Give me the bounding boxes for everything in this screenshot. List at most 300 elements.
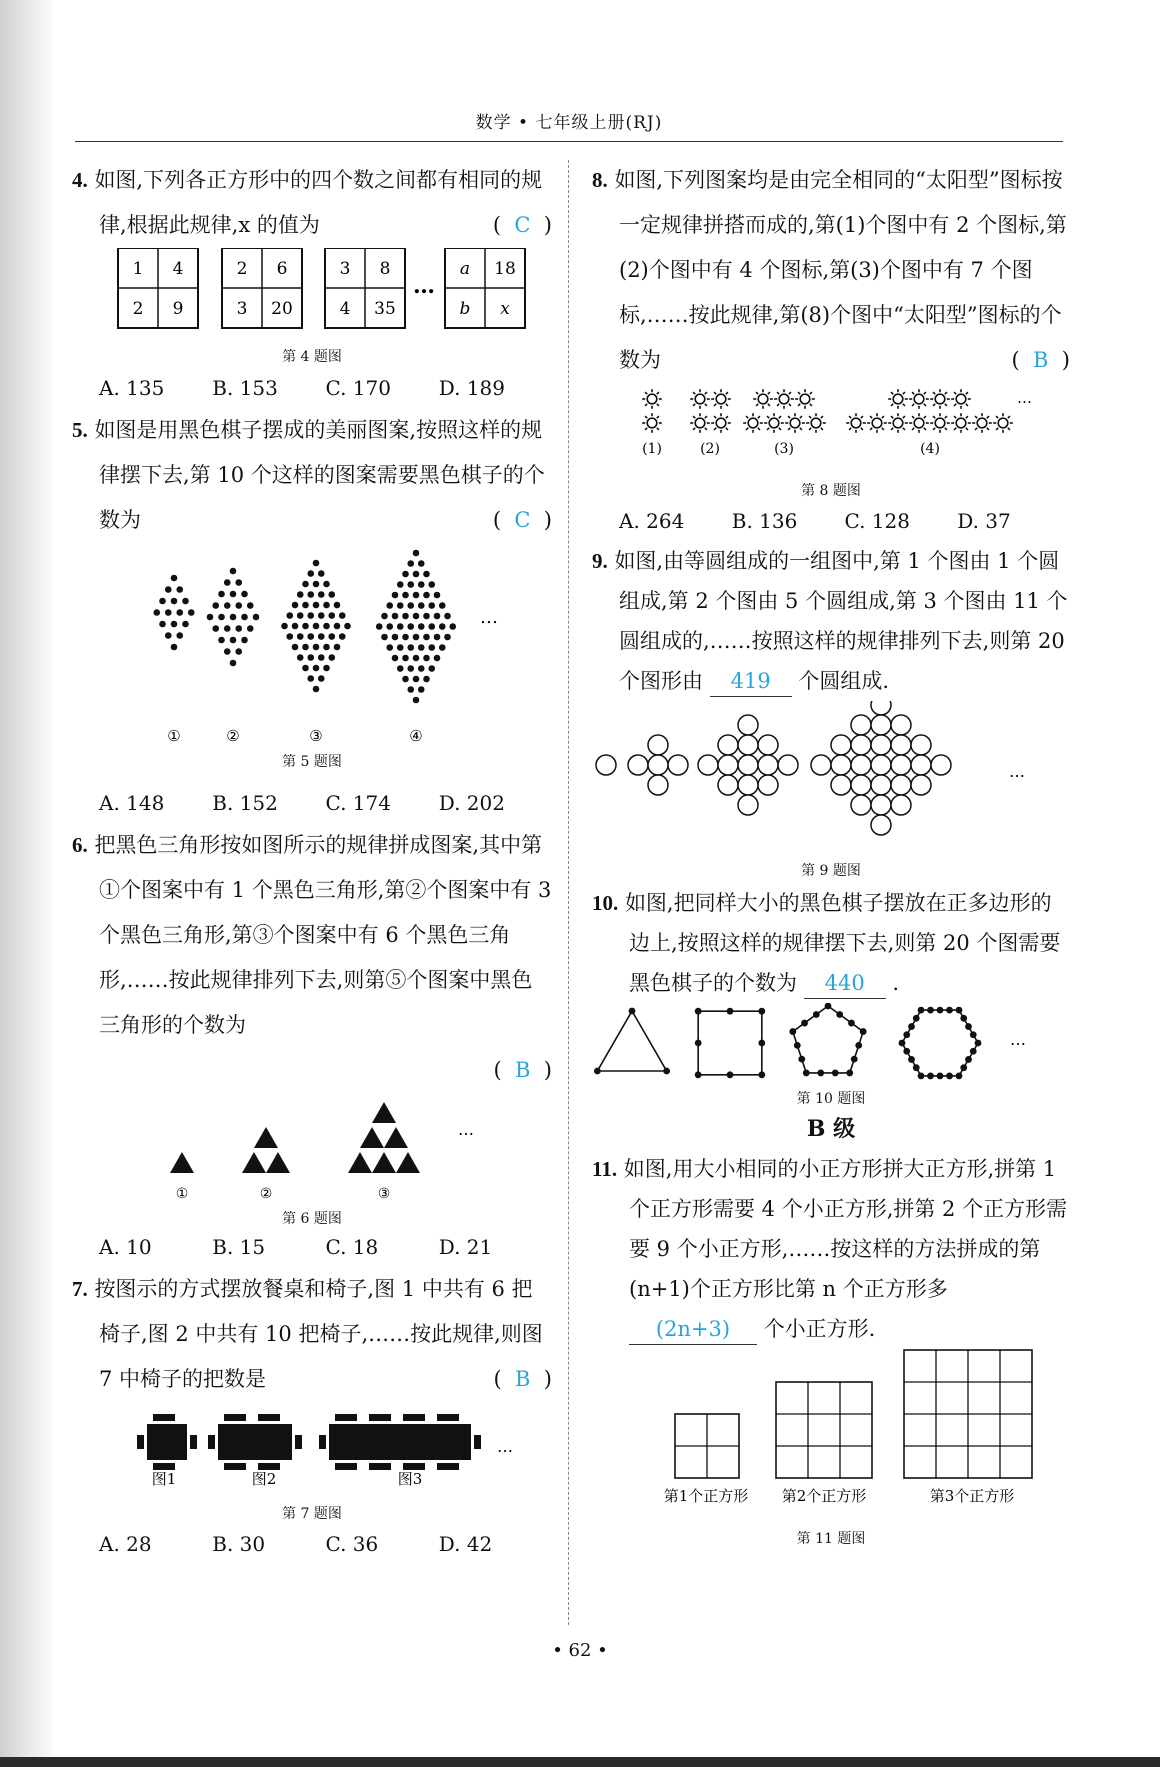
sun-ray [933,392,935,394]
checker-piece [188,609,195,616]
checker-piece [224,579,231,586]
question-text-end: . [892,971,900,995]
sun-ray [987,416,989,418]
option-c: C. 128 [844,509,910,533]
checker-piece [334,602,341,609]
answer-blank: 440 [804,968,886,999]
checker-piece [402,613,409,620]
sun-ray [693,428,695,430]
checker-piece [323,623,330,630]
sun-ray [861,416,863,418]
checker-piece [407,686,414,693]
sun-ray [996,428,998,430]
checker-piece [297,654,304,661]
sun-ray [726,404,728,406]
checker-piece [292,623,299,630]
checker-piece [230,637,237,644]
question-7 [72,1267,552,1402]
black-triangle [348,1152,372,1173]
sun-ray [966,404,968,406]
checker-piece [392,634,399,641]
checker-piece [212,625,219,632]
sun-ray [945,428,947,430]
ellipsis: … [1010,1030,1026,1049]
sun-ray [903,416,905,418]
sun-ray [714,428,716,430]
sun-icon [956,394,966,404]
checker-piece [413,550,420,557]
checker-piece [423,655,430,662]
checker-piece [344,623,351,630]
checker-piece [230,568,237,575]
sun-ray [996,416,998,418]
sun-ray [726,416,728,418]
checker-piece [159,621,166,628]
checker-piece [307,654,314,661]
table [147,1424,187,1460]
checker-piece [428,644,435,651]
circle [891,735,911,755]
checker-piece [439,644,446,651]
figure-label: 图2 [251,1470,277,1488]
sun-ray [987,428,989,430]
option-d: D. 189 [438,376,505,400]
circle [891,755,911,775]
checker-piece [297,633,304,640]
option-a: A. 148 [99,791,165,815]
checker-piece [302,602,309,609]
sun-ray [870,428,872,430]
circle [758,775,778,795]
sun-ray [882,416,884,418]
figure-q7 [72,1402,552,1524]
circle [911,735,931,755]
sun-icon [716,418,726,428]
checker-piece [927,1007,934,1014]
question-11 [592,1149,1070,1349]
figure-caption: 第 11 题图 [796,1531,866,1547]
checker-piece [434,655,441,662]
checker-piece [224,625,231,632]
checker-piece [313,686,320,693]
checker-piece [407,581,414,588]
answer-blank: (2n+3) [629,1314,757,1345]
checker-pattern-figure [72,543,552,748]
answer-parens: ( B ) [1011,348,1070,372]
triangle-pattern-figure [72,1093,552,1205]
checker-piece [434,592,441,599]
chair [319,1435,326,1449]
option-c: C. 36 [325,1532,379,1556]
black-triangle [384,1127,408,1148]
checker-piece [418,644,425,651]
checker-piece [307,633,314,640]
cell: 8 [379,259,391,279]
checker-piece [247,602,254,609]
checker-piece [439,623,446,630]
checker-piece [960,1064,967,1071]
cell: 2 [132,299,144,319]
checker-piece [970,1048,977,1055]
book-spine-shadow [0,0,52,1767]
checker-piece [176,609,183,616]
checker-piece [937,1073,944,1080]
sun-ray [758,416,760,418]
option-b: B. 30 [212,1532,266,1556]
checker-piece [848,1020,855,1027]
checker-piece [397,623,404,630]
circle [871,735,891,755]
question-text: 如图是用黑色棋子摆成的美丽图案,按照这样的规律摆下去,第 10 个这样的图案需要黑色棋子的个数为 [94,418,545,532]
checker-piece [318,612,325,619]
checker-piece [253,614,260,621]
cell: 4 [339,299,351,319]
circle [758,755,778,775]
answer-choice: C [514,213,531,237]
question-text-end: 个圆组成. [798,669,890,693]
circle [871,795,891,815]
sun-ray [933,416,935,418]
checker-piece [758,1071,765,1078]
circle [718,735,738,755]
checker-piece [402,571,409,578]
checker-piece [927,1073,934,1080]
chair [295,1435,302,1449]
cell: x [500,299,510,319]
checker-piece [241,591,248,598]
checker-piece [413,676,420,683]
checker-piece [381,634,388,641]
checker-piece [413,592,420,599]
answer-choice: C [514,508,531,532]
checker-piece [965,1056,972,1063]
option-a: A. 10 [99,1235,152,1259]
checker-piece [428,665,435,672]
checker-piece [418,665,425,672]
checker-piece [903,1031,910,1038]
sun-ray [756,404,758,406]
chair [369,1414,391,1421]
cell: 3 [236,299,248,319]
figure-caption: 第 7 题图 [282,1506,342,1522]
sun-icon [914,394,924,404]
checker-piece [235,602,242,609]
chair [258,1463,280,1470]
sun-ray [779,428,781,430]
question-text: 如图,下列各正方形中的四个数之间都有相同的规律,根据此规律,x 的值为 [94,168,543,237]
checker-piece [695,1071,702,1078]
checker-piece [946,1007,953,1014]
sun-ray [788,416,790,418]
checker-piece [292,602,299,609]
option-a: A. 28 [99,1532,152,1556]
circle [738,735,758,755]
question-6 [72,823,552,1093]
checker-piece [153,609,160,616]
sun-icon [647,418,657,428]
sun-ray [975,428,977,430]
checker-piece [413,697,420,704]
circle [738,775,758,795]
circle [831,775,851,795]
sun-ray [800,416,802,418]
checker-piece [444,613,451,620]
circle [871,701,891,715]
grid-label: 第1个正方形 [663,1487,749,1505]
checker-piece [413,571,420,578]
checker-piece [418,560,425,567]
pattern-label: (2) [700,441,720,457]
sun-ray [705,392,707,394]
checker-piece [218,591,225,598]
checker-piece [307,591,314,598]
option-b: B. 136 [731,509,798,533]
checker-piece [402,592,409,599]
checker-piece [318,591,325,598]
sun-ray [777,392,779,394]
question-text: 如图,用大小相同的小正方形拼大正方形,拼第 1 个正方形需要 4 个小正方形,拼第 2 个正方形需要 9 个小正方形,……按这样的方法拼成的第(n+1)个正方形比第 n 个正方形多 [623,1157,1068,1301]
cell: 20 [271,299,293,319]
checker-piece [302,581,309,588]
checker-piece [235,648,242,655]
sun-ray [693,404,695,406]
checker-piece [318,675,325,682]
checker-piece [402,676,409,683]
number-square [445,248,525,328]
sun-ray [645,404,647,406]
checker-piece [960,1015,967,1022]
sun-icon [977,418,987,428]
question-text: 把黑色三角形按如图所示的规律拼成图案,其中第①个图案中有 1 个黑色三角形,第②个图案中有 3 个黑色三角形,第③个图案中有 6 个黑色三角形,……按此规律排列下去,则第⑤个图案中黑色三角形的个数为 [94,833,552,1037]
checker-piece [965,1023,972,1030]
pattern-label: (4) [920,441,940,457]
checker-piece [307,612,314,619]
checker-piece [313,560,320,567]
sun-ray [966,428,968,430]
checker-piece [418,602,425,609]
sun-ray [891,428,893,430]
pattern-label: ② [226,727,240,745]
chair [153,1463,175,1470]
chair [137,1435,144,1449]
checker-piece [224,602,231,609]
chair [403,1414,425,1421]
circle [911,775,931,795]
circle [891,775,911,795]
checker-piece [956,1007,963,1014]
checker-piece [794,1042,801,1049]
question-8 [592,158,1070,383]
checker-piece [434,613,441,620]
options-q4 [72,368,552,408]
option-d: D. 37 [957,509,1011,533]
option-b: B. 153 [212,376,278,400]
checker-piece [695,1008,702,1015]
ellipsis: … [458,1120,474,1139]
option-d: D. 42 [438,1532,493,1556]
checker-piece [803,1070,810,1077]
sun-ray [789,404,791,406]
circle [738,715,758,735]
sun-icon [647,394,657,404]
checker-piece [286,633,293,640]
circle [931,755,951,775]
options-q7 [72,1524,552,1564]
sun-ray [726,428,728,430]
black-triangle [360,1127,384,1148]
ellipsis: … [497,1437,513,1456]
question-number: 9. [592,549,608,573]
circle [648,775,668,795]
sun-ray [975,416,977,418]
cell: 9 [172,299,184,319]
sun-ray [798,404,800,406]
option-a: A. 135 [99,376,165,400]
sun-ray [891,392,893,394]
page-header: 数学 • 七年级上册(RJ) [475,113,663,133]
sun-icon [893,394,903,404]
checker-piece [903,1048,910,1055]
grid-outline [776,1382,872,1478]
sun-ray [954,428,956,430]
checker-piece [423,613,430,620]
circle [911,755,931,775]
checker-piece [159,598,166,605]
sun-icon [748,418,758,428]
checker-piece [402,655,409,662]
sun-ray [768,404,770,406]
number-squares [72,248,552,343]
sun-ray [756,392,758,394]
checker-piece [913,1064,920,1071]
checker-piece [386,602,393,609]
ellipsis: … [1017,389,1032,407]
checker-piece [407,665,414,672]
number-square [325,248,405,328]
question-number: 8. [592,168,608,192]
sun-ray [657,404,659,406]
sun-icon [935,394,945,404]
sun-ray [657,392,659,394]
black-triangle [266,1152,290,1173]
checker-piece [212,602,219,609]
sun-ray [821,416,823,418]
sun-ray [870,416,872,418]
checker-piece [392,592,399,599]
sun-ray [693,416,695,418]
sun-ray [810,392,812,394]
checker-piece [328,591,335,598]
table [329,1424,471,1460]
polygon-pieces-figure [592,1003,1070,1085]
sun-ray [924,404,926,406]
checker-piece [281,623,288,630]
number-square [222,248,302,328]
checker-piece [323,581,330,588]
sun-icon [998,418,1008,428]
sun-icon [851,418,861,428]
figure-label: 图1 [151,1470,177,1488]
figure-caption: 第 6 题图 [282,1211,342,1227]
table-chairs-figure [72,1402,552,1500]
figure-q9 [592,701,1070,883]
option-c: C. 174 [325,791,391,815]
checker-piece [397,602,404,609]
question-number: 4. [72,168,88,192]
options-q8 [592,501,1070,541]
sun-ray [912,428,914,430]
cell: 1 [132,259,144,279]
checker-piece [418,686,425,693]
option-d: D. 21 [438,1235,493,1259]
checker-piece [302,644,309,651]
sun-ray [924,416,926,418]
checker-piece [956,1073,963,1080]
option-d: D. 202 [438,791,505,815]
circle [891,795,911,815]
chair [403,1463,425,1470]
circle [758,735,778,755]
checker-piece [817,1070,824,1077]
cell: 4 [172,259,184,279]
sun-ray [891,404,893,406]
circle [871,715,891,735]
question-number: 5. [72,418,88,442]
figure-q4 [72,248,552,368]
checker-piece [428,623,435,630]
checker-piece [918,1007,925,1014]
circle [831,735,851,755]
circle [596,755,616,775]
checker-piece [328,633,335,640]
checker-piece [594,1068,601,1075]
circle [831,755,851,775]
checker-piece [323,644,330,651]
checker-piece [832,1070,839,1077]
checker-piece [407,623,414,630]
checker-piece [918,1073,925,1080]
sun-ray [945,404,947,406]
sun-icon [695,394,705,404]
circle [698,755,718,775]
checker-piece [313,623,320,630]
square-grids-figure [592,1349,1070,1525]
checker-piece [376,623,383,630]
checker-piece [418,623,425,630]
sun-ray [645,428,647,430]
chair [474,1435,481,1449]
sun-ray [810,404,812,406]
checker-piece [235,625,242,632]
sun-icon [758,394,768,404]
sun-ray [912,416,914,418]
checker-piece [230,614,237,621]
sun-ray [849,416,851,418]
question-4 [72,158,552,248]
figure-caption: 第 4 题图 [282,349,342,365]
checker-piece [836,1011,843,1018]
black-triangle [372,1102,396,1123]
pattern-label: ③ [309,727,323,745]
table [218,1424,292,1460]
figure-q6 [72,1093,552,1227]
checker-piece [334,623,341,630]
checker-piece [165,632,172,639]
checker-piece [313,665,320,672]
question-text: 如图,把同样大小的黑色棋子摆放在正多边形的边上,按照这样的规律摆下去,则第 20 个图需要黑色棋子的个数为 [624,891,1061,995]
figure-q11 [592,1349,1070,1549]
option-b: B. 15 [212,1235,266,1259]
